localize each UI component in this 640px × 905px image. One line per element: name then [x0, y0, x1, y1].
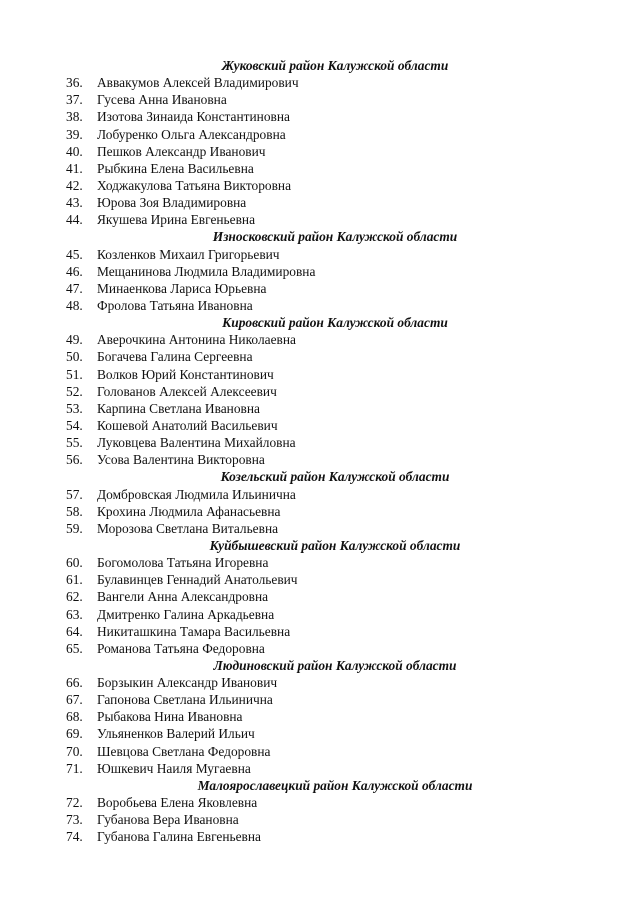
entry-name: Юрова Зоя Владимировна	[97, 195, 247, 211]
entry-name: Аввакумов Алексей Владимирович	[97, 75, 299, 91]
list-item	[0, 828, 640, 845]
entry-name: Борзыкин Александр Иванович	[97, 675, 278, 691]
entry-name: Мещанинова Людмила Владимировна	[97, 263, 316, 279]
section-heading: Людиновский район Калужской области	[213, 657, 457, 673]
entry-name: Дмитренко Галина Аркадьевна	[97, 606, 275, 622]
entry-name: Минаенкова Лариса Юрьевна	[97, 280, 267, 296]
entry-name: Козленков Михаил Григорьевич	[97, 246, 280, 262]
entry-name: Аверочкина Антонина Николаевна	[97, 332, 296, 348]
entry-number: 57.	[66, 486, 83, 502]
entry-name: Изотова Зинаида Константиновна	[97, 109, 290, 125]
entry-name: Усова Валентина Викторовна	[97, 452, 265, 468]
entry-number: 38.	[66, 109, 83, 125]
entry-number: 36.	[66, 75, 83, 91]
entry-name: Богачева Галина Сергеевна	[97, 349, 253, 365]
entry-name: Воробьева Елена Яковлевна	[97, 795, 258, 811]
section-heading: Куйбышевский район Калужской области	[209, 537, 461, 553]
list-item	[0, 143, 640, 160]
list-item	[0, 194, 640, 211]
list-item	[0, 211, 640, 228]
entry-name: Ходжакулова Татьяна Викторовна	[97, 177, 292, 193]
entry-number: 54.	[66, 417, 83, 433]
list-item	[0, 74, 640, 91]
list-item	[0, 794, 640, 811]
list-item	[0, 674, 640, 691]
list-item	[0, 640, 640, 657]
list-item	[0, 811, 640, 828]
list-item	[0, 417, 640, 434]
entry-name: Карпина Светлана Ивановна	[97, 400, 260, 416]
entry-number: 60.	[66, 555, 83, 571]
entry-number: 44.	[66, 212, 83, 228]
entry-name: Романова Татьяна Федоровна	[97, 640, 265, 656]
entry-name: Рыбакова Нина Ивановна	[97, 709, 243, 725]
list-item	[0, 606, 640, 623]
entry-name: Фролова Татьяна Ивановна	[97, 297, 253, 313]
entry-name: Булавинцев Геннадий Анатольевич	[97, 572, 298, 588]
entry-number: 67.	[66, 692, 83, 708]
entry-number: 63.	[66, 606, 83, 622]
entry-name: Губанова Галина Евгеньевна	[97, 829, 261, 845]
list-item	[0, 91, 640, 108]
entry-number: 56.	[66, 452, 83, 468]
list-item	[0, 623, 640, 640]
entry-number: 37.	[66, 92, 83, 108]
entry-number: 69.	[66, 726, 83, 742]
section-heading: Жуковский район Калужской области	[221, 58, 449, 73]
entry-number: 48.	[66, 297, 83, 313]
list-item	[0, 280, 640, 297]
section-heading: Козельский район Калужской области	[220, 469, 450, 485]
entry-name: Домбровская Людмила Ильинична	[97, 486, 296, 502]
entry-number: 73.	[66, 812, 83, 828]
entry-name: Якушева Ирина Евгеньевна	[97, 212, 256, 228]
entry-number: 71.	[66, 760, 83, 776]
entry-name: Шевцова Светлана Федоровна	[97, 743, 271, 759]
list-item	[0, 297, 640, 314]
list-item	[0, 366, 640, 383]
section-heading: Малоярославецкий район Калужской области	[197, 777, 473, 793]
entry-number: 47.	[66, 280, 83, 296]
entry-name: Лобуренко Ольга Александровна	[97, 126, 286, 142]
entry-number: 51.	[66, 366, 83, 382]
entry-number: 70.	[66, 743, 83, 759]
entry-name: Губанова Вера Ивановна	[97, 812, 239, 828]
list-item	[0, 108, 640, 125]
entry-number: 59.	[66, 520, 83, 536]
list-item	[0, 588, 640, 605]
entry-number: 52.	[66, 383, 83, 399]
list-item	[0, 760, 640, 777]
entry-name: Крохина Людмила Афанасьевна	[97, 503, 281, 519]
section-heading: Износковский район Калужской области	[212, 229, 458, 245]
list-item	[0, 571, 640, 588]
list-item	[0, 434, 640, 451]
entry-number: 58.	[66, 503, 83, 519]
list-item	[0, 263, 640, 280]
list-item	[0, 486, 640, 503]
list-item	[0, 400, 640, 417]
entry-name: Пешков Александр Иванович	[97, 143, 266, 159]
list-item	[0, 708, 640, 725]
entry-number: 64.	[66, 623, 83, 639]
list-item	[0, 554, 640, 571]
entry-number: 43.	[66, 195, 83, 211]
entry-number: 40.	[66, 143, 83, 159]
entry-name: Голованов Алексей Алексеевич	[97, 383, 277, 399]
list-item	[0, 743, 640, 760]
list-item	[0, 348, 640, 365]
entry-number: 55.	[66, 435, 83, 451]
entry-name: Богомолова Татьяна Игоревна	[97, 555, 269, 571]
entry-number: 42.	[66, 177, 83, 193]
entry-number: 74.	[66, 829, 83, 845]
entry-name: Ульяненков Валерий Ильич	[97, 726, 255, 742]
list-item	[0, 383, 640, 400]
list-item	[0, 520, 640, 537]
entry-name: Луковцева Валентина Михайловна	[97, 435, 296, 451]
entry-name: Волков Юрий Константинович	[97, 366, 274, 382]
list-item	[0, 451, 640, 468]
entry-number: 46.	[66, 263, 83, 279]
entry-name: Морозова Светлана Витальевна	[97, 520, 279, 536]
entry-number: 50.	[66, 349, 83, 365]
entry-number: 72.	[66, 795, 83, 811]
list-item	[0, 691, 640, 708]
entry-name: Вангели Анна Александровна	[97, 589, 269, 605]
entry-number: 65.	[66, 640, 83, 656]
section-heading: Кировский район Калужской области	[222, 315, 448, 331]
entry-name: Юшкевич Наиля Мугаевна	[97, 760, 251, 776]
entry-number: 49.	[66, 332, 83, 348]
entry-number: 45.	[66, 246, 83, 262]
list-item	[0, 126, 640, 143]
entry-name: Никиташкина Тамара Васильевна	[97, 623, 291, 639]
entry-number: 41.	[66, 160, 83, 176]
list-item	[0, 331, 640, 348]
entry-number: 68.	[66, 709, 83, 725]
list-item	[0, 160, 640, 177]
document-page	[0, 57, 640, 845]
entry-number: 53.	[66, 400, 83, 416]
entry-name: Гусева Анна Ивановна	[97, 92, 227, 108]
entry-number: 66.	[66, 675, 83, 691]
list-item	[0, 246, 640, 263]
entry-number: 61.	[66, 572, 83, 588]
list-item	[0, 725, 640, 742]
list-item	[0, 503, 640, 520]
list-item	[0, 177, 640, 194]
entry-name: Рыбкина Елена Васильевна	[97, 160, 254, 176]
entry-number: 39.	[66, 126, 83, 142]
entry-number: 62.	[66, 589, 83, 605]
entry-name: Кошевой Анатолий Васильевич	[97, 417, 278, 433]
entry-name: Гапонова Светлана Ильинична	[97, 692, 273, 708]
